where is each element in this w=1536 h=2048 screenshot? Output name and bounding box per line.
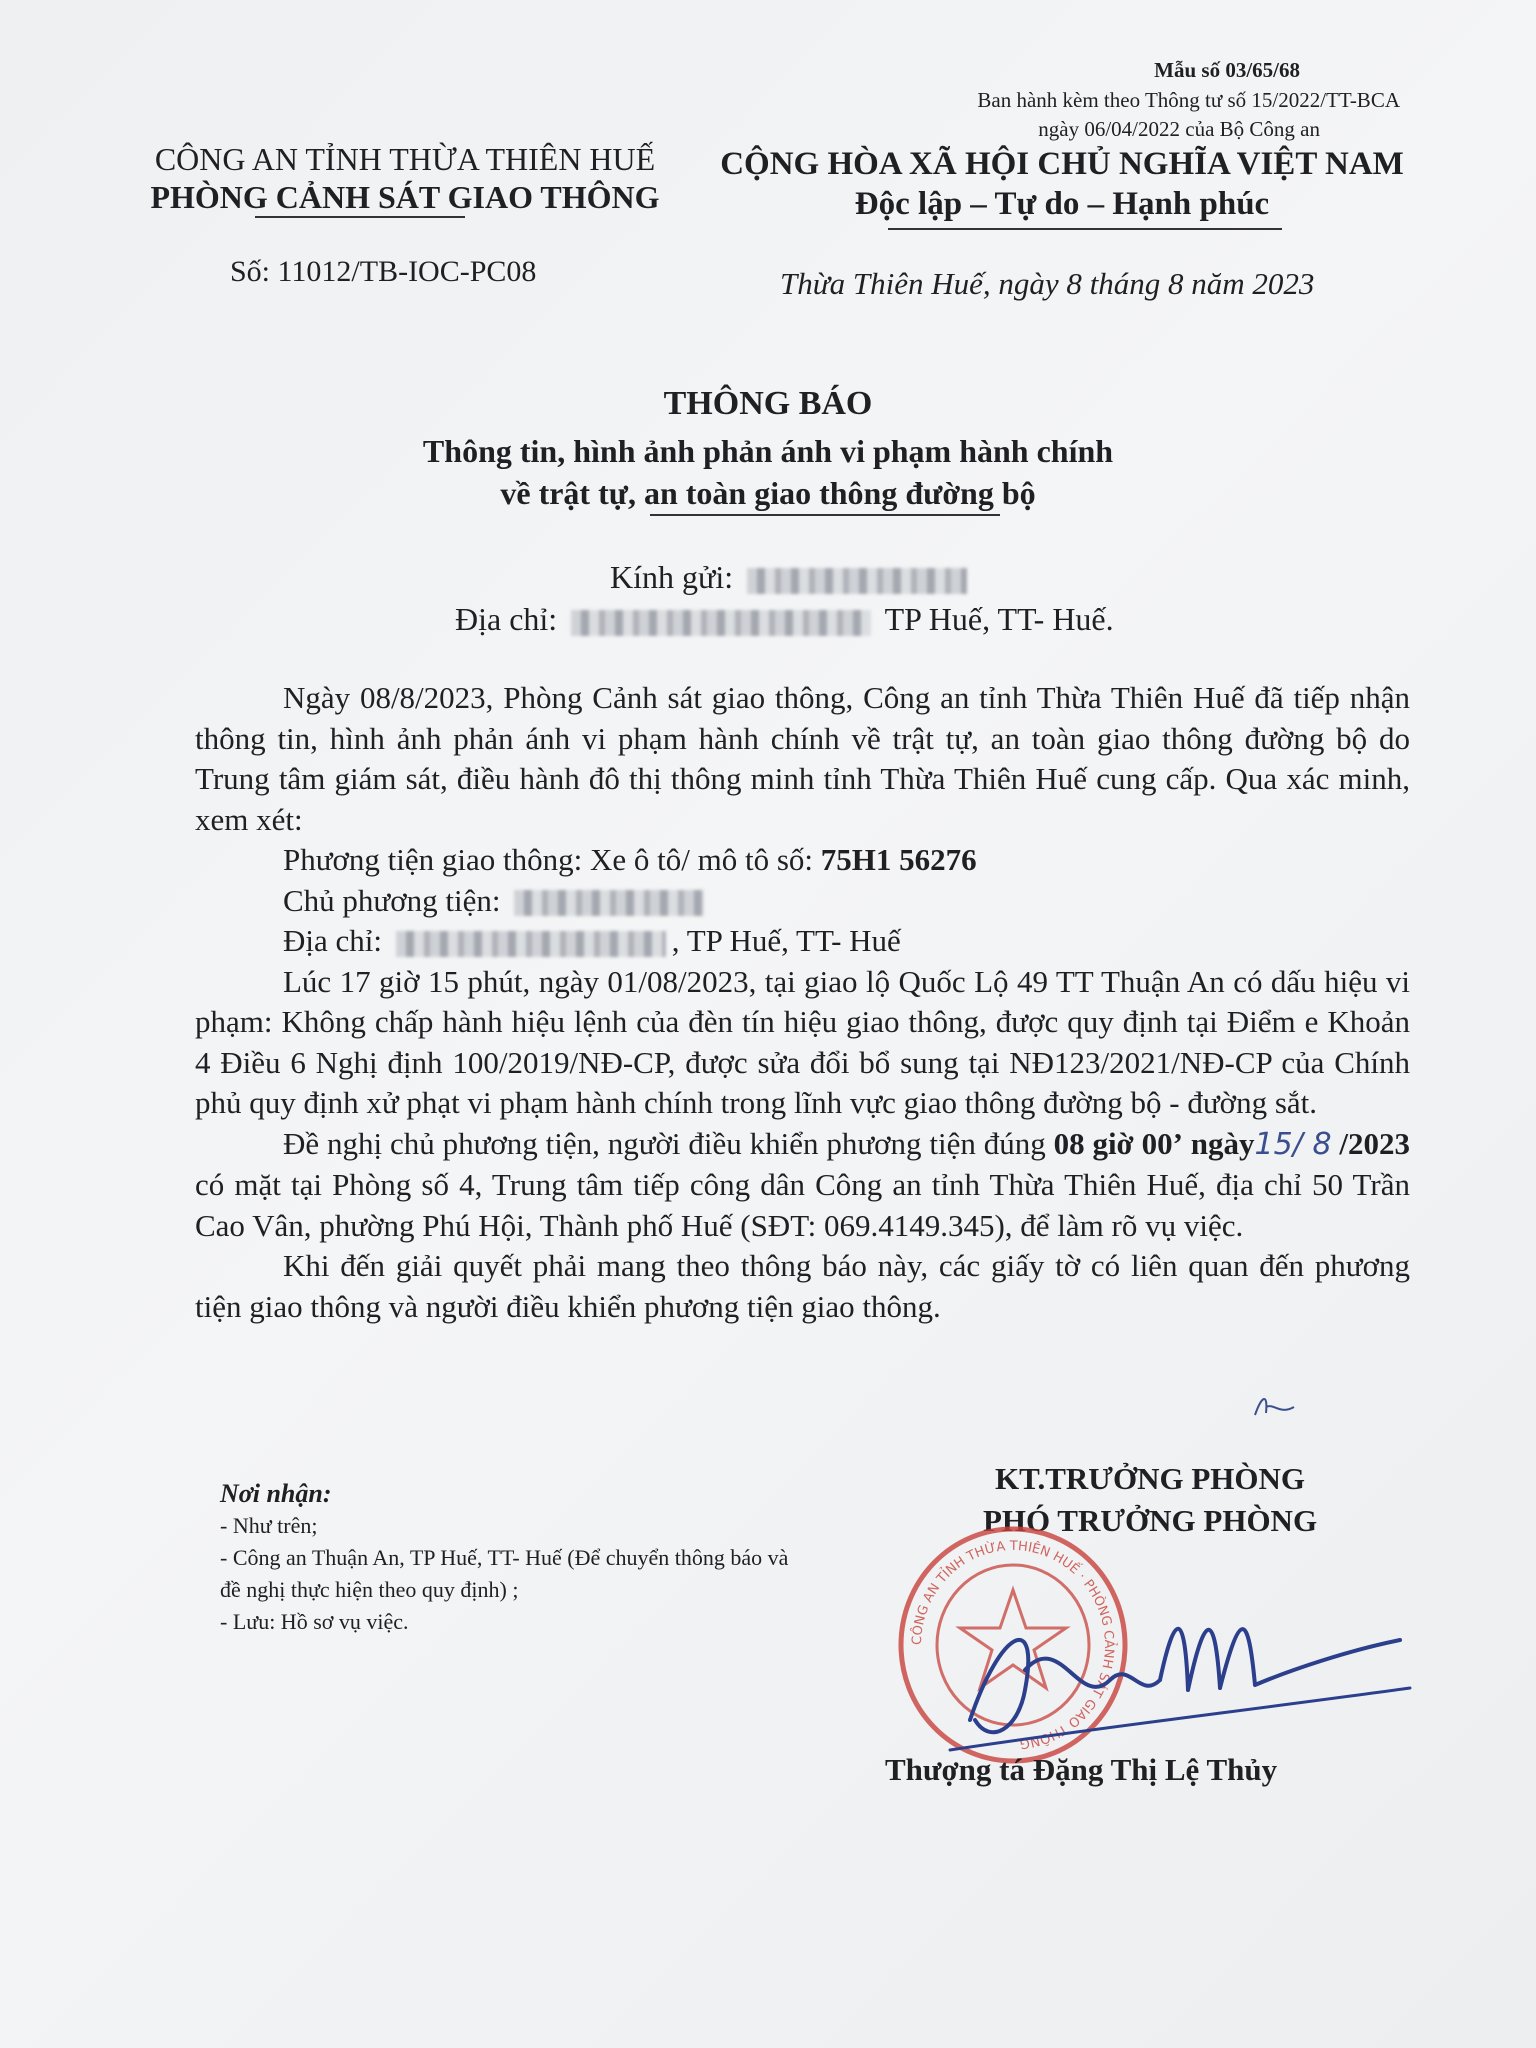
handwritten-day: 15/ 8: [1254, 1126, 1332, 1162]
national-motto: [712, 144, 1412, 224]
owner-address-visible: , TP Huế, TT- Huế: [671, 923, 901, 958]
owner-line: [195, 881, 1410, 922]
redacted-owner-name: [514, 890, 704, 916]
recipient-address-label: Địa chỉ:: [455, 601, 558, 637]
motto-underline: [888, 228, 1282, 230]
form-note-regulation: Ban hành kèm theo Thông tư số 15/2022/TT-BCA: [977, 88, 1400, 112]
handwritten-signature-icon: [930, 1570, 1420, 1770]
vehicle-label: Phương tiện giao thông: Xe ô tô/ mô tô số:: [283, 842, 814, 877]
issuing-agency: [120, 140, 690, 216]
owner-address-label: Địa chỉ:: [283, 923, 382, 958]
day-label: ngày: [1190, 1125, 1255, 1161]
body-paragraph-3: [195, 1124, 1410, 1247]
body-paragraph-2: Lúc 17 giờ 15 phút, ngày 01/08/2023, tại giao lộ Quốc Lộ 49 TT Thuận An có dấu hiệu vi phạm: Không chấp hành hiệu lệnh của đèn tín hiệu giao thông, được quy định tại Điểm e Khoản 4 Điều 6 Nghị định 100/2019/NĐ-CP, được sửa đổi bổ sung tại NĐ123/2021/NĐ-CP của Chính phủ quy định xử phạt vi phạm hành chính trong lĩnh vực giao thông đường bộ - đường sắt.: [195, 963, 1410, 1120]
document-title: THÔNG BÁO: [663, 385, 873, 422]
signer-name: Thượng tá Đặng Thị Lệ Thủy: [885, 1752, 1278, 1787]
document-subtitle: [0, 430, 1536, 514]
signatory-title-2: PHÓ TRƯỞNG PHÒNG: [982, 1503, 1318, 1538]
recipients-item-2: - Công an Thuận An, TP Huế, TT- Huế (Để chuyển thông báo và đề nghị thực hiện theo quy định) ;: [220, 1545, 789, 1602]
agency-line-1: CÔNG AN TỈNH THỪA THIÊN HUẾ: [154, 141, 656, 177]
form-note-date: ngày 06/04/2022 của Bộ Công an: [1038, 117, 1320, 141]
owner-label: Chủ phương tiện:: [283, 882, 501, 918]
subtitle-underline: [650, 514, 1000, 516]
recipient-label: Kính gửi:: [610, 559, 734, 595]
recipients-item-3: - Lưu: Hồ sơ vụ việc.: [220, 1609, 409, 1634]
redacted-recipient-name: [747, 568, 967, 594]
nation-line-1: CỘNG HÒA XÃ HỘI CHỦ NGHĨA VIỆT NAM: [720, 146, 1404, 182]
recipient-block: [455, 556, 1114, 640]
recipients-heading: Nơi nhận:: [220, 1479, 332, 1508]
body-paragraph-4: Khi đến giải quyết phải mang theo thông báo này, các giấy tờ có liên quan đến phương tiện giao thông và người điều khiển phương tiện giao thông.: [195, 1248, 1410, 1324]
agency-line-2: PHÒNG CẢNH SÁT GIAO THÔNG: [150, 179, 660, 215]
handwritten-initial-icon: [1250, 1385, 1300, 1425]
appointment-time: 08 giờ 00’: [1053, 1125, 1183, 1161]
recipients-item-1: - Như trên;: [220, 1513, 318, 1538]
license-plate: 75H1 56276: [820, 842, 977, 877]
vehicle-line: [195, 840, 1410, 881]
nation-line-2: Độc lập – Tự do – Hạnh phúc: [854, 186, 1270, 222]
subtitle-line-1: Thông tin, hình ảnh phản ánh vi phạm hành chính: [422, 433, 1114, 469]
form-code: Mẫu số 03/65/68: [1154, 58, 1300, 82]
redacted-owner-address: [396, 931, 666, 957]
p3-text-a: Đề nghị chủ phương tiện, người điều khiển phương tiện đúng: [283, 1125, 1046, 1161]
body-paragraph-1: Ngày 08/8/2023, Phòng Cảnh sát giao thông, Công an tỉnh Thừa Thiên Huế đã tiếp nhận thông tin, hình ảnh phản ánh vi phạm hành chính về trật tự, an toàn giao thông đường bộ do Trung tâm giám sát, điều hành đô thị thông minh tỉnh Thừa Thiên Huế cung cấp. Qua xác minh, xem xét:: [195, 680, 1410, 837]
appointment-year: /2023: [1339, 1125, 1411, 1161]
seal-ring-text: CÔNG AN TỈNH THỪA THIÊN HUẾ · PHÒNG CẢNH SÁT GIAO THÔNG: [909, 1538, 1117, 1751]
notice-body: [195, 678, 1410, 1327]
subtitle-line-2: về trật tự, an toàn giao thông đường bộ: [500, 475, 1036, 511]
recipient-address-visible: TP Huế, TT- Huế.: [884, 601, 1114, 637]
document-number: Số: 11012/TB-IOC-PC08: [230, 255, 537, 288]
owner-address-line: [195, 921, 1410, 962]
agency-underline: [255, 216, 465, 218]
signatory-title-1: KT.TRƯỞNG PHÒNG: [995, 1461, 1305, 1496]
recipients-list: [220, 1478, 790, 1638]
p3-text-b: có mặt tại Phòng số 4, Trung tâm tiếp công dân Công an tỉnh Thừa Thiên Huế, địa chỉ 50 Trần Cao Vân, phường Phú Hội, Thành phố Huế (SĐT: 069.4149.345), để làm rõ vụ việc.: [195, 1167, 1410, 1243]
place-date: Thừa Thiên Huế, ngày 8 tháng 8 năm 2023: [780, 266, 1315, 301]
redacted-recipient-address: [571, 610, 871, 636]
